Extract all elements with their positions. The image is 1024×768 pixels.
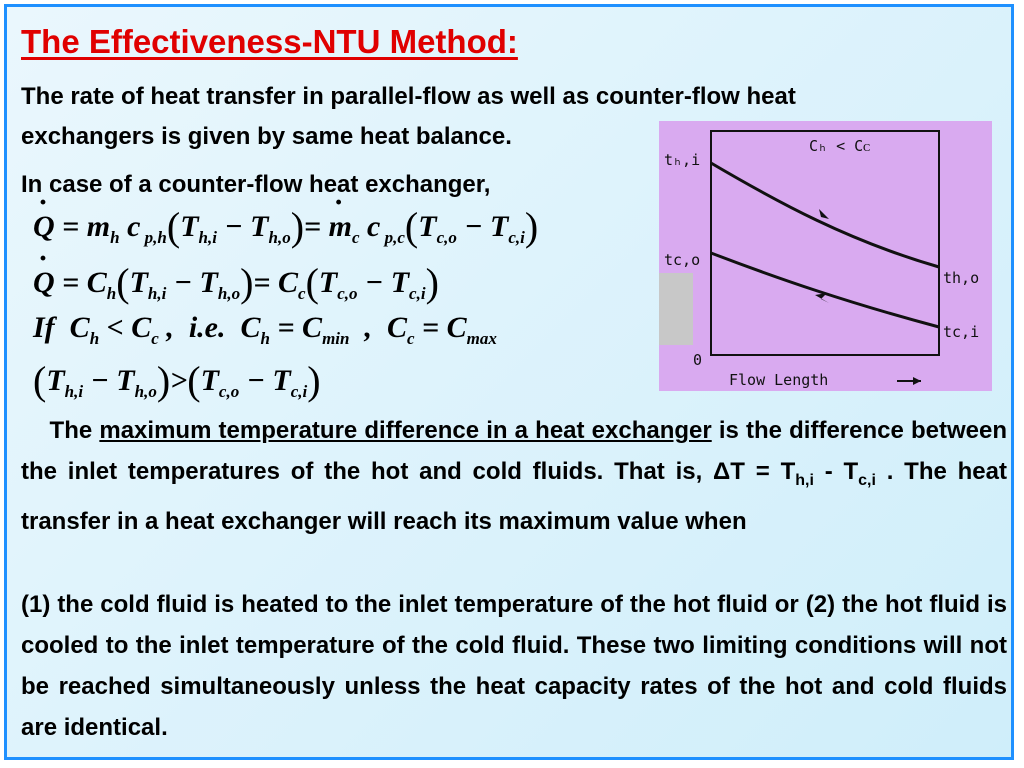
equation-2: · $Q = C_h(T_{h,i} - T_{h,o})= C_c(T_{c,o} - T_{c,i})$: [33, 259, 439, 306]
cold-fluid-curve: [711, 253, 939, 327]
para1-text-b: - T: [813, 458, 859, 485]
graph-x-label: Flow Length: [729, 371, 829, 389]
equation-4: $(T_{h,i} - T_{h,o})>(T_{c,o} - T_{c,i})$: [33, 358, 321, 403]
axis-arrow-head: [913, 377, 921, 385]
para1-sub-hi: h,i: [795, 471, 814, 489]
temperature-profile-graph: [659, 121, 992, 391]
label-tc-i: tc,i: [943, 323, 980, 341]
intro-line-2: exchangers is given by same heat balance.: [21, 123, 512, 150]
equation-1: · $Q = m_h$ c $_{p,h}(T_{h,i} - T_{h,o})= \cdot m_c$ c $_{p,c}(T_{c,o} - T_{c,i})$: [33, 203, 538, 250]
graph-condition-label: Cₕ < Cᴄ: [809, 137, 871, 155]
para1-sub-ci: c,i: [858, 471, 876, 489]
intro-line-3: In case of a counter-flow heat exchanger,: [21, 171, 491, 198]
slide: [4, 4, 1014, 760]
paragraph-limiting-conditions: (1) the cold fluid is heated to the inlet temperature of the hot fluid or (2) the hot fluid is cooled to the inlet temperature of the cold fluid. These two limiting conditions will not be reached simultaneously unless the heat capacity rates of the hot and cold fluids are identical.: [21, 591, 1007, 741]
label-th-i: tₕ,i: [664, 151, 701, 169]
equation-3: If $C_h < C_c$ , i.e. $C_h = C_{min}$ , $C_c = C_{max}$: [33, 311, 497, 348]
label-tc-o: tc,o: [664, 251, 701, 269]
hot-arrow: [813, 209, 829, 219]
label-th-o: th,o: [943, 269, 980, 287]
paragraph-max-temp-difference: [21, 410, 1007, 542]
para1-text-a: is the difference between the inlet temperatures of the hot and cold fluids. That is, ΔT = T: [21, 417, 1007, 485]
graph-frame: [711, 131, 939, 355]
intro-line-1: The rate of heat transfer in parallel-flow as well as counter-flow heat: [21, 83, 796, 110]
label-origin: 0: [693, 351, 703, 369]
para1-text-c: . The heat transfer in a heat exchanger will reach its maximum value when: [21, 458, 1007, 535]
graph-plot: [659, 121, 992, 391]
para1-lead: The: [49, 417, 100, 444]
para1-underlined-term: maximum temperature difference in a heat exchanger: [99, 417, 712, 444]
slide-title: The Effectiveness-NTU Method:: [21, 23, 518, 60]
